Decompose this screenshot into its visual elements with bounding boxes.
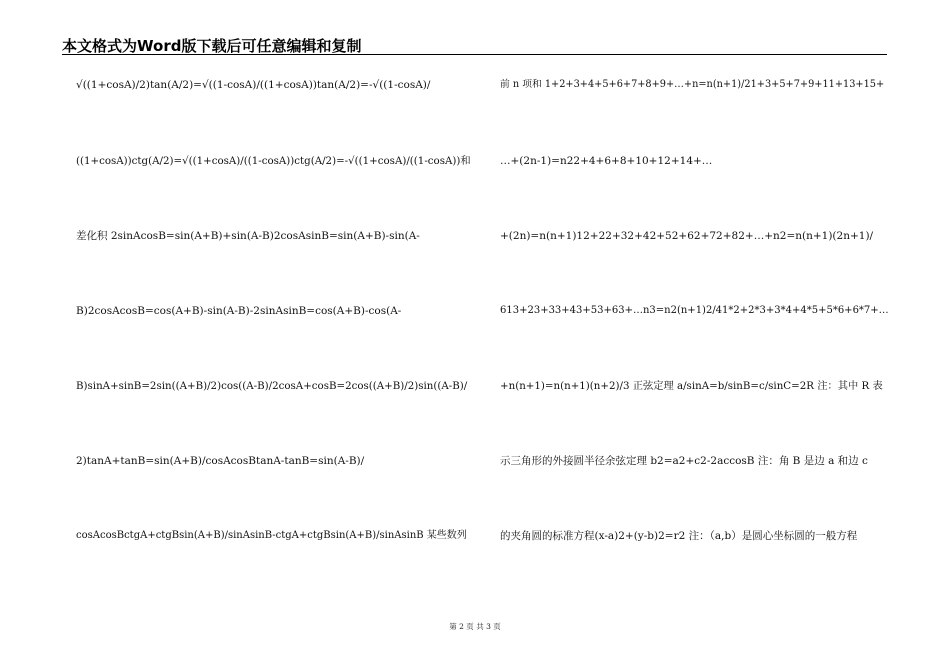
right-line-3: +(2n)=n(n+1)12+22+32+42+52+62+72+82+…+n2=n(n+1)(2n+1)/ [500, 230, 874, 242]
left-line-6: 2)tanA+tanB=sin(A+B)/cosAcosBtanA-tanB=sin(A-B)/ [76, 455, 365, 467]
left-line-2: ((1+cosA))ctg(A/2)=√((1+cosA)/((1-cosA))ctg(A/2)=-√((1+cosA)/((1-cosA))和 [76, 155, 471, 167]
left-line-4: B)2cosAcosB=cos(A+B)-sin(A-B)-2sinAsinB=cos(A+B)-cos(A- [76, 305, 402, 317]
right-line-1: 前 n 项和 1+2+3+4+5+6+7+8+9+…+n=n(n+1)/21+3+5+7+9+11+13+15+ [500, 79, 885, 90]
header-divider [62, 54, 887, 55]
left-line-1: √((1+cosA)/2)tan(A/2)=√((1-cosA)/((1+cosA))tan(A/2)=-√((1-cosA)/ [76, 79, 431, 91]
page-number-footer: 第 2 页 共 3 页 [449, 622, 501, 631]
left-line-5: B)sinA+sinB=2sin((A+B)/2)cos((A-B)/2cosA+cosB=2cos((A+B)/2)sin((A-B)/ [76, 380, 468, 392]
right-line-4: 613+23+33+43+53+63+…n3=n2(n+1)2/41*2+2*3+3*4+4*5+5*6+6*7+… [500, 305, 889, 316]
right-line-5: +n(n+1)=n(n+1)(n+2)/3 正弦定理 a/sinA=b/sinB=c/sinC=2R 注：其中 R 表 [500, 380, 883, 392]
right-line-6: 示三角形的外接圆半径余弦定理 b2=a2+c2-2accosB 注：角 B 是边 a 和边 c [500, 455, 868, 467]
document-header-title: 本文格式为Word版下载后可任意编辑和复制 [62, 37, 362, 55]
left-line-7: cosAcosBctgA+ctgBsin(A+B)/sinAsinB-ctgA+ctgBsin(A+B)/sinAsinB 某些数列 [76, 530, 467, 541]
right-line-7: 的夹角圆的标准方程(x-a)2+(y-b)2=r2 注：（a,b）是圆心坐标圆的一般方程 [500, 530, 858, 542]
right-line-2: …+(2n-1)=n22+4+6+8+10+12+14+… [500, 155, 713, 167]
left-line-3: 差化积 2sinAcosB=sin(A+B)+sin(A-B)2cosAsinB=sin(A+B)-sin(A- [76, 230, 420, 242]
